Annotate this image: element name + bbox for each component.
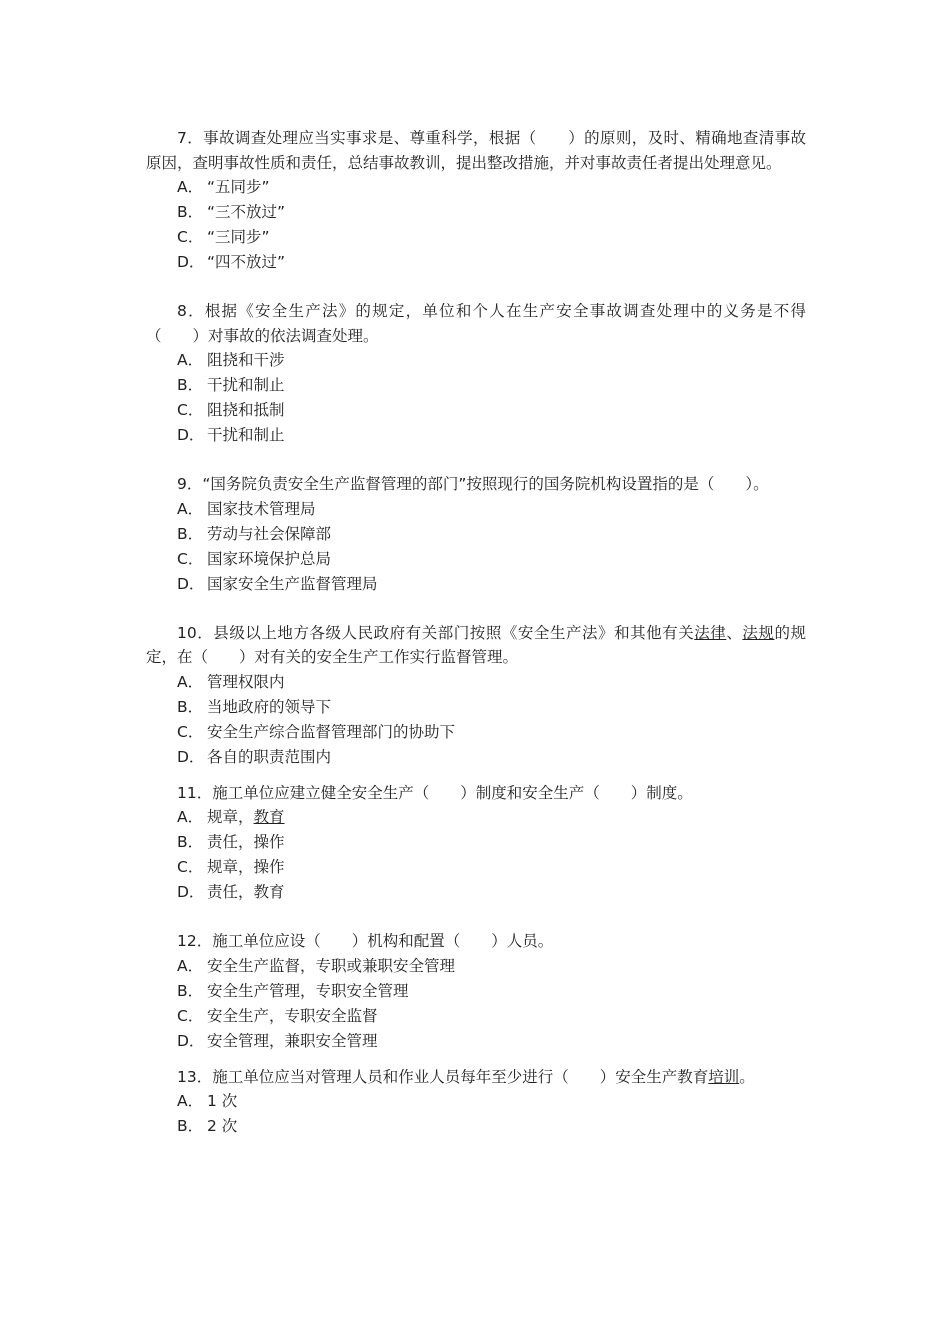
answer-option: [146, 175, 806, 200]
option-letter: A．: [177, 672, 204, 691]
option-letter: A．: [177, 808, 204, 826]
option-letter: B．: [177, 376, 204, 394]
option-letter: D．: [177, 1031, 205, 1050]
underlined-text: 教育: [253, 808, 285, 826]
text-run: 安全生产管理，专职安全管理: [207, 981, 409, 1000]
option-letter: A．: [177, 499, 204, 518]
option-letter: A．: [177, 956, 204, 975]
answer-option: [146, 670, 806, 695]
answer-option: [146, 695, 806, 720]
option-letter: A．: [177, 178, 204, 196]
underlined-text: 培训: [708, 1067, 740, 1086]
answer-option: [146, 522, 806, 547]
text-run: 劳动与社会保障部: [207, 524, 332, 543]
answer-option: [146, 547, 806, 572]
text-run: 规章，操作: [207, 858, 285, 876]
answer-option: [146, 979, 806, 1004]
paragraph-spacer: [146, 905, 806, 929]
text-run: 7．事故调查处理应当实事求是、尊重科学，根据（ ）的原则，及时、精确地查清事故原因，查明事故性质和责任，总结事故教训，提出整改措施，并对事故责任者提出处理意见。: [146, 129, 806, 172]
text-run: 安全生产综合监督管理部门的协助下: [207, 722, 456, 741]
text-run: 管理权限内: [207, 672, 285, 691]
question-stem: [146, 299, 806, 348]
answer-option: [146, 423, 806, 448]
text-run: 8．根据《安全生产法》的规定，单位和个人在生产安全事故调查处理中的义务是不得（ ）对事故的依法调查处理。: [146, 302, 806, 345]
text-run: 责任，教育: [207, 883, 285, 901]
text-run: 10．县级以上地方各级人民政府有关部门按照《安全生产法》和其他有关: [177, 623, 695, 642]
option-letter: B．: [177, 981, 204, 1000]
underlined-text: 法规: [742, 623, 775, 642]
document-page: [146, 126, 806, 1139]
text-run: 的规定，在（ ）对有关的安全生产工作实行监督管理。: [146, 623, 806, 666]
option-list: [146, 175, 806, 275]
text-run: 安全生产监督，专职或兼职安全管理: [207, 956, 456, 975]
text-run: 当地政府的领导下: [207, 697, 332, 716]
text-run: 国家环境保护总局: [207, 549, 332, 568]
option-letter: B．: [177, 697, 204, 716]
text-run: 国家技术管理局: [207, 499, 316, 518]
text-run: 12．施工单位应设（ ）机构和配置（ ）人员。: [177, 932, 554, 950]
text-run: “三不放过”: [207, 203, 286, 221]
answer-option: [146, 855, 806, 880]
answer-option: [146, 497, 806, 522]
text-run: 阻挠和抵制: [207, 401, 285, 419]
option-list: [146, 805, 806, 905]
option-letter: A．: [177, 1092, 204, 1110]
option-letter: D．: [177, 253, 205, 271]
text-run: “三同步”: [207, 228, 270, 246]
question-block: [146, 621, 806, 770]
text-run: 9．“国务院负责安全生产监督管理的部门”按照现行的国务院机构设置指的是（ ）。: [177, 475, 769, 493]
option-letter: B．: [177, 203, 204, 221]
option-letter: C．: [177, 228, 204, 246]
option-list: [146, 670, 806, 770]
answer-option: [146, 1114, 806, 1139]
answer-option: [146, 348, 806, 373]
answer-option: [146, 398, 806, 423]
answer-option: [146, 805, 806, 830]
question-stem: [146, 1065, 806, 1090]
text-run: 规章，: [207, 808, 254, 826]
option-letter: C．: [177, 722, 204, 741]
option-list: [146, 954, 806, 1054]
text-run: 干扰和制止: [207, 426, 285, 444]
option-letter: C．: [177, 1006, 204, 1025]
option-letter: D．: [177, 426, 205, 444]
text-run: 、: [726, 623, 743, 642]
answer-option: [146, 200, 806, 225]
question-block: [146, 1065, 806, 1140]
question-stem: [146, 929, 806, 954]
question-stem: [146, 621, 806, 670]
text-run: 。: [739, 1067, 755, 1086]
question-stem: [146, 126, 806, 175]
answer-option: [146, 720, 806, 745]
text-run: 各自的职责范围内: [207, 747, 332, 766]
question-stem: [146, 472, 806, 497]
answer-option: [146, 1089, 806, 1114]
option-letter: B．: [177, 524, 204, 543]
text-run: “四不放过”: [207, 253, 286, 271]
answer-option: [146, 745, 806, 770]
text-run: 安全管理，兼职安全管理: [207, 1031, 378, 1050]
answer-option: [146, 880, 806, 905]
answer-option: [146, 1004, 806, 1029]
option-letter: B．: [177, 1117, 204, 1135]
option-list: [146, 348, 806, 448]
answer-option: [146, 830, 806, 855]
text-run: 1 次: [207, 1092, 238, 1110]
text-run: 2 次: [207, 1117, 238, 1135]
text-run: 13．施工单位应当对管理人员和作业人员每年至少进行（ ）安全生产教育: [177, 1067, 709, 1086]
paragraph-spacer: [146, 1054, 806, 1065]
text-run: “五同步”: [207, 178, 270, 196]
text-run: 责任，操作: [207, 833, 285, 851]
text-run: 11．施工单位应建立健全安全生产（ ）制度和安全生产（ ）制度。: [177, 783, 693, 802]
paragraph-spacer: [146, 275, 806, 299]
option-letter: D．: [177, 883, 205, 901]
option-letter: C．: [177, 858, 204, 876]
question-block: [146, 299, 806, 448]
answer-option: [146, 225, 806, 250]
option-letter: D．: [177, 574, 205, 593]
option-letter: B．: [177, 833, 204, 851]
answer-option: [146, 373, 806, 398]
option-list: [146, 497, 806, 597]
question-block: [146, 781, 806, 906]
paragraph-spacer: [146, 448, 806, 472]
text-run: 国家安全生产监督管理局: [207, 574, 378, 593]
option-list: [146, 1089, 806, 1139]
paragraph-spacer: [146, 770, 806, 781]
text-run: 安全生产，专职安全监督: [207, 1006, 378, 1025]
option-letter: A．: [177, 351, 204, 369]
option-letter: D．: [177, 747, 205, 766]
answer-option: [146, 572, 806, 597]
option-letter: C．: [177, 401, 204, 419]
question-stem: [146, 781, 806, 806]
answer-option: [146, 250, 806, 275]
question-block: [146, 929, 806, 1054]
question-block: [146, 472, 806, 597]
answer-option: [146, 1029, 806, 1054]
underlined-text: 法律: [694, 623, 727, 642]
text-run: 干扰和制止: [207, 376, 285, 394]
text-run: 阻挠和干涉: [207, 351, 285, 369]
option-letter: C．: [177, 549, 204, 568]
paragraph-spacer: [146, 597, 806, 621]
answer-option: [146, 954, 806, 979]
question-block: [146, 126, 806, 275]
